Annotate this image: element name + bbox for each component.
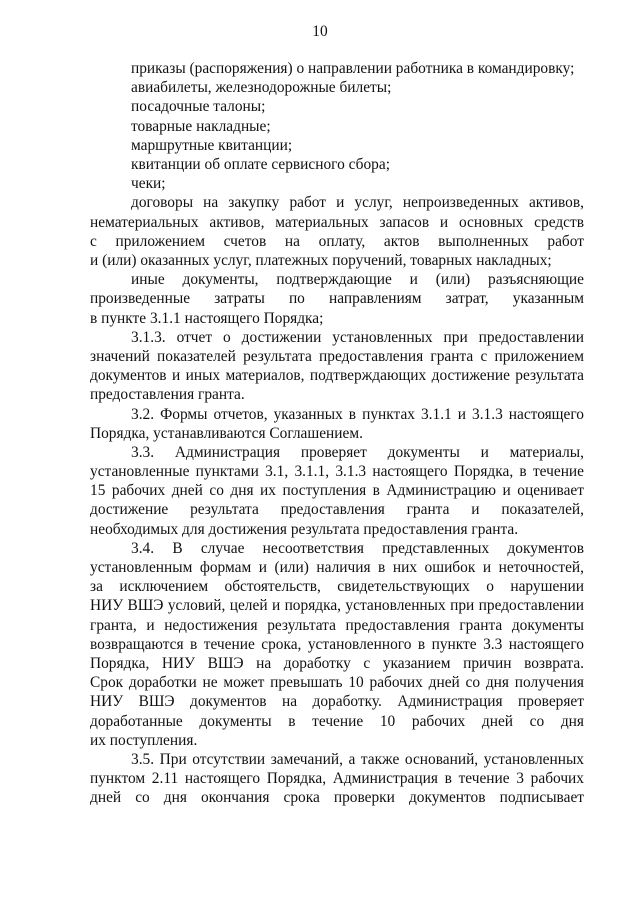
list-item: чеки; — [131, 175, 166, 193]
paragraph-line: с приложением счетов на оплату, актов выполненных работ — [90, 232, 584, 250]
paragraph-line: возвращаются в течение срока, установленного в пункте 3.3 настоящего — [90, 635, 584, 653]
list-item: посадочные талоны; — [131, 98, 266, 116]
paragraph-line: в пункте 3.1.1 настоящего Порядка; — [90, 309, 324, 327]
paragraph-line: пунктом 2.11 настоящего Порядка, Администрация в течение 3 рабочих — [90, 770, 584, 788]
paragraph-line: 3.3. Администрация проверяет документы и материалы, — [131, 443, 584, 461]
page-number: 10 — [312, 23, 328, 40]
paragraph-line: произведенные затраты по направлениям затрат, указанным — [90, 290, 584, 308]
paragraph-line: их поступления. — [90, 731, 198, 749]
paragraph-line: значений показателей результата предоставления гранта с приложением — [90, 347, 584, 365]
paragraph-line: гранта, и недостижения результата предоставления гранта документы — [90, 616, 584, 634]
paragraph-line: договоры на закупку работ и услуг, непроизведенных активов, — [131, 194, 584, 212]
list-item: квитанции об оплате сервисного сбора; — [131, 156, 390, 174]
paragraph-line: доработанные документы в течение 10 рабочих дней со дня — [90, 712, 584, 730]
paragraph-line: 3.4. В случае несоответствия представленных документов — [131, 539, 584, 557]
paragraph-line: нематериальных активов, материальных запасов и основных средств — [90, 213, 584, 231]
paragraph-line: документов и иных материалов, подтверждающих достижение результата — [90, 367, 584, 385]
paragraph-line: установленным формам и (или) наличия в них ошибок и неточностей, — [90, 559, 584, 577]
paragraph-line: 3.5. При отсутствии замечаний, а также оснований, установленных — [131, 750, 584, 768]
paragraph-line: дней со дня окончания срока проверки документов подписывает — [90, 789, 584, 807]
list-item: авиабилеты, железнодорожные билеты; — [131, 79, 392, 97]
paragraph-line: необходимых для достижения результата предоставления гранта. — [90, 520, 519, 538]
list-item: товарные накладные; — [131, 117, 271, 135]
list-item: приказы (распоряжения) о направлении работника в командировку; — [131, 60, 575, 77]
paragraph-line: НИУ ВШЭ условий, целей и порядка, установленных при предоставлении — [90, 597, 584, 615]
paragraph-line: предоставления гранта. — [90, 386, 245, 404]
list-item: маршрутные квитанции; — [131, 136, 293, 154]
paragraph-line: и (или) оказанных услуг, платежных поручений, товарных накладных; — [90, 251, 552, 269]
page-body — [90, 59, 584, 808]
paragraph-line: установленные пунктами 3.1, 3.1.1, 3.1.3 настоящего Порядка, в течение — [90, 463, 584, 481]
paragraph-line: Срок доработки не может превышать 10 рабочих дней со дня получения — [90, 674, 584, 692]
paragraph-line: 3.2. Формы отчетов, указанных в пунктах 3.1.1 и 3.1.3 настоящего — [131, 405, 584, 423]
paragraph-line: Порядка, устанавливаются Соглашением. — [90, 424, 363, 442]
paragraph-line: 3.1.3. отчет о достижении установленных при предоставлении — [131, 328, 584, 346]
paragraph-line: Порядка, НИУ ВШЭ на доработку с указанием причин возврата. — [90, 655, 584, 672]
paragraph-line: НИУ ВШЭ документов на доработку. Администрация проверяет — [90, 693, 584, 711]
paragraph-line: достижение результата предоставления гранта и показателей, — [90, 501, 584, 519]
paragraph-line: за исключением обстоятельств, свидетельствующих о нарушении — [90, 578, 584, 596]
paragraph-line: иные документы, подтверждающие и (или) разъясняющие — [131, 271, 584, 289]
paragraph-line: 15 рабочих дней со дня их поступления в Администрацию и оценивает — [90, 482, 584, 500]
